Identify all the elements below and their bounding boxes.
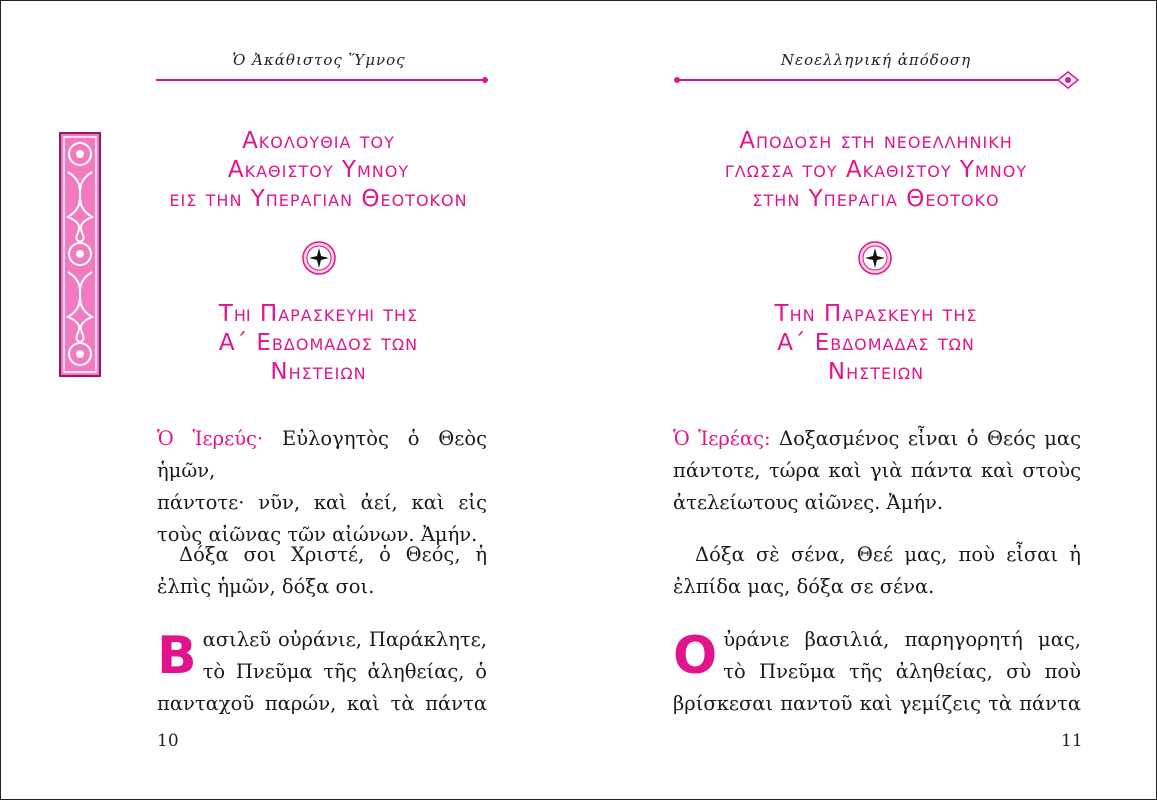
left-title-line: εις την Υπεραγιαν Θεοτοκον (169, 186, 468, 212)
text-line: Δοξασμένος εἶναι ὁ Θεός μας (770, 427, 1081, 450)
text-line: βρίσκεσαι παντοῦ καὶ γεμίζεις τὰ πάντα (673, 692, 1081, 715)
left-subtitle-line: Τῌ Παρασκευῌ της (218, 301, 419, 327)
text-line: πάντοτε, τώρα καὶ γιὰ πάντα καὶ στοὺς (673, 459, 1081, 482)
left-title-line: Ακολουθια του (242, 128, 395, 154)
drop-cap: B (157, 626, 197, 686)
right-page-number: 11 (1061, 731, 1083, 751)
right-title (696, 127, 1056, 214)
side-border-ornament (59, 132, 101, 377)
right-running-head: Νεοελληνική ἀπόδοση (780, 51, 972, 69)
text-line: τὸ Πνεῦμα τῆς ἀληθείας, ὁ (202, 660, 487, 683)
right-subtitle (706, 300, 1046, 387)
right-header-rule (678, 79, 1058, 81)
right-title-line: στην Υπεραγια Θεοτοκο (752, 186, 1000, 212)
text-line: ἀτελείωτους αἰῶνες. Ἀμήν. (673, 491, 944, 514)
right-paragraph-2 (673, 539, 1081, 603)
text-line: Δόξα σοι Χριστέ, ὁ Θεός, ἡ (179, 543, 487, 566)
left-paragraph-1 (157, 423, 487, 551)
right-title-line: Αποδοση στη νεοελληνικη (739, 128, 1013, 154)
text-line: τοὺς αἰῶνας τῶν αἰώνων. Ἀμήν. (157, 523, 478, 546)
right-subtitle-line: Την Παρασκευη της (774, 301, 978, 327)
text-line: ὐράνιε βασιλιά, παρηγορητή μας, (723, 628, 1081, 651)
text-line: πάντοτε· νῦν, καὶ ἀεί, καὶ εἰς (157, 491, 487, 514)
left-subtitle-line: Α΄ Εβδομαδος των (218, 330, 419, 356)
left-title (141, 127, 496, 214)
right-subtitle-line: Νηστειων (827, 359, 925, 385)
left-subtitle-line: Νηστειων (270, 359, 367, 385)
left-paragraph-3 (157, 624, 487, 720)
text-line: ἐλπίδα μας, δόξα σε σένα. (673, 575, 935, 598)
right-subtitle-line: Α΄ Εβδομαδας των (777, 330, 975, 356)
text-line: πανταχοῦ παρών, καὶ τὰ πάντα (157, 692, 487, 715)
drop-cap: O (673, 626, 718, 686)
left-running-head: Ὁ Ἀκάθιστος Ὕμνος (232, 51, 406, 69)
priest-role-label: Ὁ Ἱερέας: (673, 427, 771, 450)
right-paragraph-3 (673, 624, 1081, 720)
left-paragraph-2 (157, 539, 487, 603)
left-title-line: Ακαθιστου Υμνου (227, 157, 410, 183)
text-line: ἐλπὶς ἡμῶν, δόξα σοι. (157, 575, 375, 598)
left-subtitle (151, 300, 486, 387)
left-rule-dot (482, 77, 488, 83)
right-paragraph-1 (673, 423, 1081, 519)
priest-role-label: Ὁ Ἱερεύς· (157, 427, 264, 450)
text-line: Δόξα σὲ σένα, Θεέ μας, ποὺ εἶσαι ἡ (695, 543, 1081, 566)
rule-end-ornament-icon (1056, 71, 1080, 89)
cross-ornament-icon (302, 241, 336, 275)
left-header-rule (156, 79, 484, 81)
left-page-number: 10 (157, 731, 179, 751)
text-line: Εὐλογητὸς ὁ Θεὸς ἡμῶν, (157, 427, 488, 482)
right-title-line: γλωσσα του Ακαθιστου Υμνου (724, 157, 1028, 183)
text-line: ασιλεῦ οὐράνιε, Παράκλητε, (202, 628, 487, 651)
cross-ornament-icon (858, 241, 892, 275)
text-line: τὸ Πνεῦμα τῆς ἀληθείας, σὺ ποὺ (723, 660, 1081, 683)
